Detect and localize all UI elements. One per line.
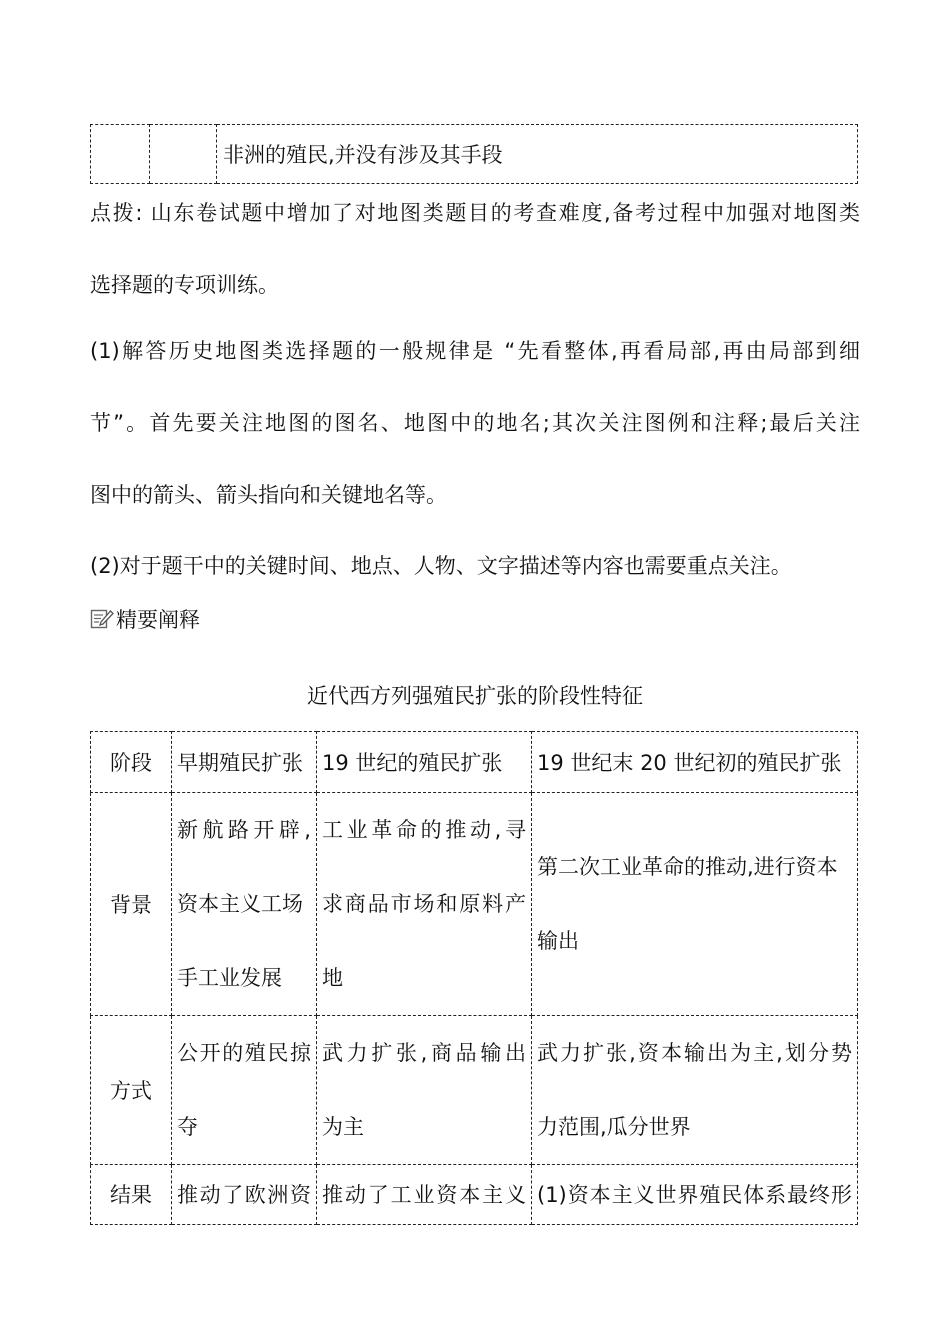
- table-cell: [532, 1016, 858, 1165]
- cell-line: 武力扩张,资本输出为主,划分势: [537, 1041, 852, 1065]
- cell-line: 推动了欧洲资: [177, 1183, 311, 1207]
- table-cell: [91, 125, 150, 184]
- cell-line: 资本主义工场: [177, 892, 303, 916]
- table-cell: [172, 1165, 317, 1225]
- table-cell: [317, 1165, 532, 1225]
- tip-line-1: 点拨: 山东卷试题中增加了对地图类题目的考查难度,备考过程中加强对地图类: [90, 201, 860, 225]
- table-cell: [317, 793, 532, 1016]
- cell-line: 公开的殖民掠: [177, 1041, 311, 1065]
- top-fragment-table: [90, 124, 858, 184]
- section-title: 精要阐释: [116, 608, 200, 632]
- header-cell-late-19th: 19 世纪末 20 世纪初的殖民扩张: [532, 732, 858, 793]
- cell-line: 新航路开辟,: [177, 818, 311, 842]
- table-cell: [317, 1016, 532, 1165]
- table-cell: 非洲的殖民,并没有涉及其手段: [217, 125, 858, 184]
- cell-line: 输出: [537, 929, 579, 953]
- tip-line-2: 选择题的专项训练。: [90, 273, 279, 297]
- header-cell-early: 早期殖民扩张: [172, 732, 317, 793]
- tip-paragraph: [90, 177, 860, 321]
- cell-line: 求商品市场和原料产: [322, 892, 526, 916]
- cell-line: 武力扩张,商品输出: [322, 1041, 526, 1065]
- notepad-pencil-icon: [90, 608, 114, 630]
- header-cell-19th: 19 世纪的殖民扩张: [317, 732, 532, 793]
- cell-line: 夺: [177, 1115, 198, 1139]
- table-row-background: [91, 793, 858, 1016]
- cell-line: 手工业发展: [177, 966, 282, 990]
- table-row-result: [91, 1165, 858, 1225]
- row-label-background: 背景: [91, 793, 172, 1016]
- point-1-paragraph: [90, 315, 860, 531]
- table-header-row: [91, 732, 858, 793]
- cell-line: 力范围,瓜分世界: [537, 1115, 691, 1139]
- point-1-line-1: (1)解答历史地图类选择题的一般规律是 “先看整体,再看局部,再由局部到细: [90, 339, 860, 363]
- header-cell-stage: 阶段: [91, 732, 172, 793]
- table-caption: 近代西方列强殖民扩张的阶段性特征: [307, 684, 643, 708]
- section-heading: [90, 604, 200, 634]
- row-label-result: 结果: [91, 1165, 172, 1225]
- colonial-expansion-table: [90, 731, 858, 1225]
- table-cell: [172, 793, 317, 1016]
- point-2-paragraph: (2)对于题干中的关键时间、地点、人物、文字描述等内容也需要重点关注。: [90, 554, 792, 578]
- table-cell: [172, 1016, 317, 1165]
- table-cell: [150, 125, 217, 184]
- cell-line: 为主: [322, 1115, 364, 1139]
- cell-line: 推动了工业资本主义: [322, 1183, 526, 1207]
- cell-line: (1)资本主义世界殖民体系最终形: [537, 1183, 852, 1207]
- table-cell: [532, 1165, 858, 1225]
- cell-line: 地: [322, 966, 343, 990]
- table-cell: [532, 793, 858, 1016]
- cell-line: 工业革命的推动,寻: [322, 818, 526, 842]
- cell-line: 第二次工业革命的推动,进行资本: [537, 855, 838, 879]
- point-1-line-2: 节”。首先要关注地图的图名、地图中的地名;其次关注图例和注释;最后关注: [90, 411, 860, 435]
- table-row-method: [91, 1016, 858, 1165]
- point-1-line-3: 图中的箭头、箭头指向和关键地名等。: [90, 483, 447, 507]
- table-row: [91, 125, 858, 184]
- row-label-method: 方式: [91, 1016, 172, 1165]
